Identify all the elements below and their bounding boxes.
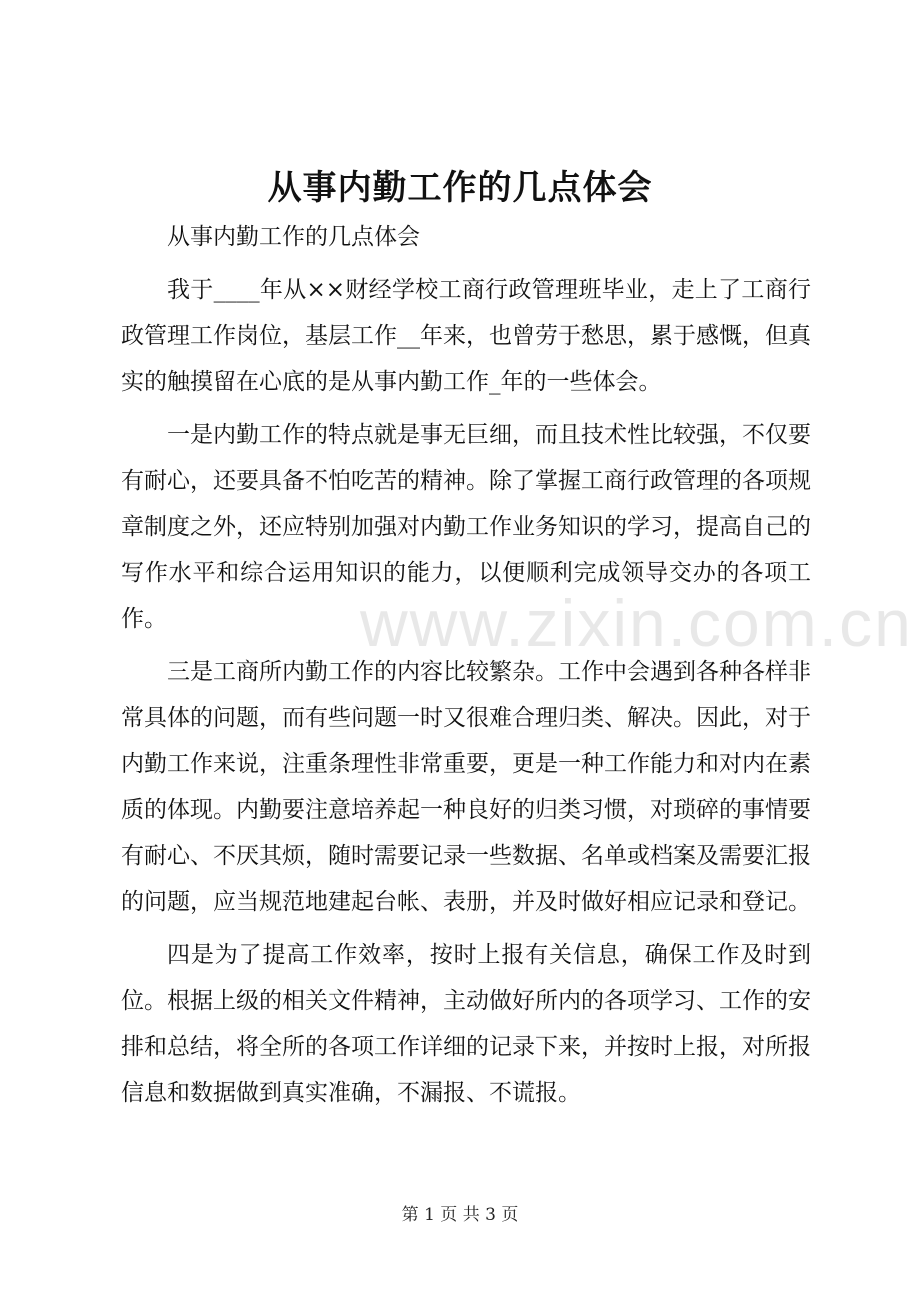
body-paragraph-point-three: 三是工商所内勤工作的内容比较繁杂。工作中会遇到各种各样非常具体的问题，而有些问题一时又很难合理归类、解决。因此，对于内勤工作来说，注重条理性非常重要，更是一种工作能力和对内在素质的体现。内勤要注意培养起一种良好的归类习惯，对琐碎的事情要有耐心、不厌其烦，随时需要记录一些数据、名单或档案及需要汇报的问题，应当规范地建起台帐、表册，并及时做好相应记录和登记。 [121,659,811,915]
document-body [121,214,811,1123]
body-paragraph-intro: 我于____年从××财经学校工商行政管理班毕业，走上了工商行政管理工作岗位，基层工作__年来，也曾劳于愁思，累于感慨，但真实的触摸留在心底的是从事内勤工作_年的一些体会。 [121,277,811,395]
page-footer: 第 1 页 共 3 页 [401,1205,519,1225]
watermark-text: www.zixin.com.cn [360,586,913,660]
body-paragraph-point-one: 一是内勤工作的特点就是事无巨细，而且技术性比较强，不仅要有耐心，还要具备不怕吃苦的精神。除了掌握工商行政管理的各项规章制度之外，还应特别加强对内勤工作业务知识的学习，提高自己的写作水平和综合运用知识的能力，以便顺利完成领导交办的各项工作。 [121,422,811,632]
body-paragraph-subtitle: 从事内勤工作的几点体会 [167,224,420,250]
document-title: 从事内勤工作的几点体会 [267,168,653,208]
body-paragraph-point-four: 四是为了提高工作效率，按时上报有关信息，确保工作及时到位。根据上级的相关文件精神，主动做好所内的各项学习、工作的安排和总结，将全所的各项工作详细的记录下来，并按时上报，对所报信息和数据做到真实准确，不漏报、不谎报。 [121,942,811,1106]
